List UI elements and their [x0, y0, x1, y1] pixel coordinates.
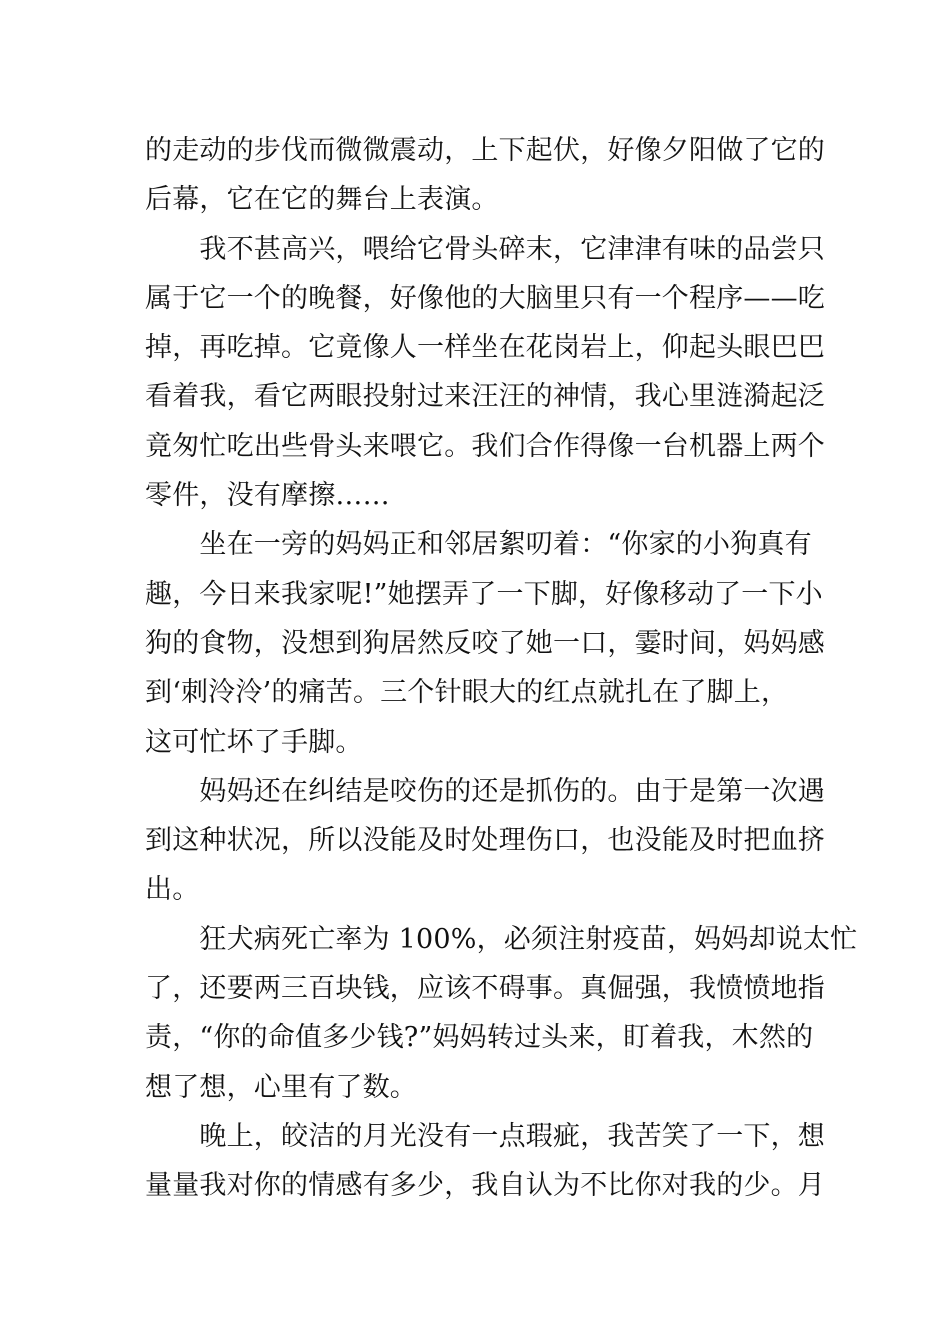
text-line: 趣，今日来我家呢!”她摆弄了一下脚，好像移动了一下小	[145, 578, 823, 610]
text-line: 我不甚高兴，喂给它骨头碎末，它津津有味的品尝只	[145, 233, 825, 265]
text-line: 后幕，它在它的舞台上表演。	[145, 184, 499, 216]
text-line: 零件，没有摩擦……	[145, 480, 390, 512]
text-line: 想了想，心里有了数。	[145, 1071, 417, 1103]
paragraph	[145, 1112, 825, 1211]
text-line: 掉，再吃掉。它竟像人一样坐在花岗岩上，仰起头眼巴巴	[145, 332, 825, 364]
paragraph	[145, 767, 825, 915]
text-line: 妈妈还在纠结是咬伤的还是抓伤的。由于是第一次遇	[145, 775, 825, 807]
text-line: 到这种状况，所以没能及时处理伤口，也没能及时把血挤	[145, 825, 825, 857]
text-line: 竟匆忙吃出些骨头来喂它。我们合作得像一台机器上两个	[145, 430, 825, 462]
paragraph	[145, 225, 825, 521]
text-line: 坐在一旁的妈妈正和邻居絮叨着：“你家的小狗真有	[145, 529, 812, 561]
paragraph	[145, 520, 825, 766]
text-line: 量量我对你的情感有多少，我自认为不比你对我的少。月	[145, 1170, 825, 1202]
text-line: 晚上，皎洁的月光没有一点瑕疵，我苦笑了一下，想	[145, 1120, 825, 1152]
text-line: 狂犬病死亡率为 100%，必须注射疫苗，妈妈却说太忙	[145, 923, 858, 955]
text-line: 狗的食物，没想到狗居然反咬了她一口，霎时间，妈妈感	[145, 627, 825, 659]
text-line: 出。	[145, 874, 200, 906]
paragraph	[145, 126, 825, 225]
text-line: 属于它一个的晚餐，好像他的大脑里只有一个程序——吃	[145, 282, 825, 314]
text-line: 到‘刺泠泠’的痛苦。三个针眼大的红点就扎在了脚上，	[145, 677, 789, 709]
text-line: 这可忙坏了手脚。	[145, 726, 363, 758]
text-line: 了，还要两三百块钱，应该不碍事。真倔强，我愤愤地指	[145, 973, 825, 1005]
text-line: 的走动的步伐而微微震动，上下起伏，好像夕阳做了它的	[145, 135, 825, 166]
paragraph	[145, 915, 858, 1112]
text-line: 责，“你的命值多少钱?”妈妈转过头来，盯着我，木然的	[145, 1022, 814, 1054]
text-line: 看着我，看它两眼投射过来汪汪的神情，我心里涟漪起泛	[145, 381, 825, 413]
